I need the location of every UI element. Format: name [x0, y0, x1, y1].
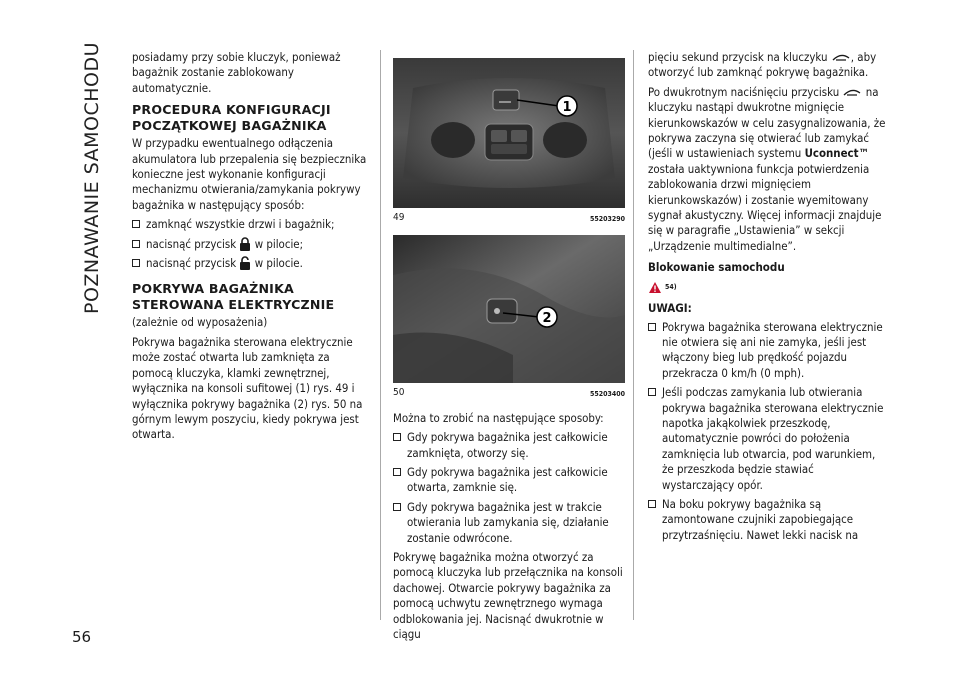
figure-50-callout: 2: [542, 311, 552, 327]
bullet-text: w pilocie.: [254, 256, 303, 271]
text-run: na kluczyku nastąpi dwukrotne mignięcie kierunkowskazów w celu zasygnalizowania, że pokrywa zaczyna się otwierać lub zamykać (jeśli w ustawieniach systemu: [648, 84, 886, 161]
figure-49-code: 55203290: [589, 215, 625, 223]
column-3: [648, 50, 888, 547]
liftgate-paragraph: Pokrywa bagażnika sterowana elektrycznie może zostać otwarta lub zamknięta za pomocą kluczyka, klamki zewnętrznej, wyłącznika na konsoli sufitowej (1) rys. 49 i wyłącznika pokrywy bagażnika (2) rys. 50 na górnym lewym poszyciu, kiedy pokrywa jest otwarta.: [132, 334, 363, 442]
uconnect-brand: Uconnect™: [804, 146, 869, 161]
column-divider-1: [380, 50, 381, 620]
bullet-text: nacisnąć przycisk: [146, 236, 237, 251]
lock-icon: [239, 237, 251, 251]
key-press-paragraph: [648, 50, 888, 81]
figure-49-number: 49: [393, 212, 405, 223]
warning-triangle-icon: [648, 281, 662, 294]
column-divider-2: [633, 50, 634, 620]
liftgate-key-icon: [831, 52, 851, 62]
page-number: 56: [72, 628, 92, 646]
note-sensors: Na boku pokrywy bagażnika są zamontowane czujniki zapobiegające przytrzaśnięciu. Nawet lekki nacisk na: [648, 497, 888, 543]
heading-notes: UWAGI:: [648, 301, 692, 316]
bullet-close-doors: zamknąć wszystkie drzwi i bagażnik;: [132, 217, 372, 232]
text-run: Po dwukrotnym naciśnięciu przycisku: [648, 84, 840, 99]
overhead-console-photo: [393, 58, 625, 208]
bullet-open: Gdy pokrywa bagażnika jest całkowicie zamknięta, otworzy się.: [393, 430, 625, 461]
liftgate-key-icon: [842, 87, 862, 97]
config-paragraph: W przypadku ewentualnego odłączenia akumulatora lub przepalenia się bezpiecznika konieczne jest wykonanie konfiguracji mechanizmu otwierania/zamykania pokrywy bagażnika w następujący sposób:: [132, 136, 367, 212]
equipment-note: (zależnie od wyposażenia): [132, 315, 268, 330]
note-gear-speed: Pokrywa bagażnika sterowana elektrycznie nie otwiera się ani nie zamyka, jeśli jest włączony bieg lub prędkość pojazdu przekracza 0 km/h (0 mph).: [648, 320, 888, 382]
figure-50-caption: [393, 385, 625, 402]
figure-49-callout: 1: [562, 100, 572, 115]
bullet-close: Gdy pokrywa bagażnika jest całkowicie otwarta, zamknie się.: [393, 465, 625, 496]
bullet-text: nacisnąć przycisk: [146, 256, 237, 271]
figure-49: [393, 58, 625, 227]
column-2: [393, 58, 625, 647]
bullet-press-unlock: [132, 256, 372, 271]
intro-paragraph: posiadamy przy sobie kluczyk, ponieważ bagażnik zostanie zablokowany automatycznie.: [132, 50, 341, 95]
warning-ref-number: 54): [665, 282, 677, 291]
bullet-reverse: Gdy pokrywa bagażnika jest w trakcie otwierania lub zamykania się, działanie zostanie odwrócone.: [393, 500, 625, 546]
bullet-press-lock: [132, 237, 372, 252]
heading-vehicle-lock: Blokowanie samochodu: [648, 260, 785, 275]
side-title-text: POZNAWANIE SAMOCHODU: [81, 41, 103, 315]
unlock-icon: [239, 256, 251, 270]
bullet-text: w pilocie;: [254, 236, 304, 251]
column-1: [132, 50, 372, 447]
trunk-panel-photo: [393, 235, 625, 383]
text-run: pięciu sekund przycisk na kluczyku: [648, 50, 828, 64]
figure-50-number: 50: [393, 387, 405, 399]
key-console-paragraph: Pokrywę bagażnika można otworzyć za pomocą kluczyka lub przełącznika na konsoli dachowej. Otwarcie pokrywy bagażnika za pomocą uchwytu zewnętrznego wymaga odblokowania jej. Nacisnąć dwukrotnie w ciągu: [393, 550, 623, 642]
figure-50: [393, 235, 625, 402]
warning-reference: [648, 280, 888, 295]
section-side-title: [78, 18, 106, 338]
heading-initial-config: PROCEDURA KONFIGURACJI POCZĄTKOWEJ BAGAŻNIKA: [132, 102, 331, 133]
figure-49-caption: [393, 210, 625, 227]
text-run: została uaktywniona funkcja potwierdzenia zablokowania drzwi mignięciem kierunkowskazów) i zostanie wyemitowany sygnał akustyczny. Więcej informacji znajduje się w paragrafie „Ustawienia” w sekcji „Urządzenie multimedialne”.: [648, 161, 882, 253]
text-run: , aby otworzyć lub zamknąć pokrywę bagażnika.: [648, 50, 877, 80]
double-press-paragraph: [648, 85, 888, 254]
heading-power-liftgate: POKRYWA BAGAŻNIKA STEROWANA ELEKTRYCZNIE: [132, 281, 335, 312]
methods-intro: Można to zrobić na następujące sposoby:: [393, 410, 604, 425]
note-obstacle: Jeśli podczas zamykania lub otwierania pokrywa bagażnika sterowana elektrycznie napotka jakąkolwiek przeszkodę, automatycznie powróci do położenia zamknięcia lub otwarcia, pod warunkiem, że przeszkoda będzie stawiać wystarczający opór.: [648, 385, 888, 493]
figure-50-code: 55203400: [589, 390, 625, 399]
